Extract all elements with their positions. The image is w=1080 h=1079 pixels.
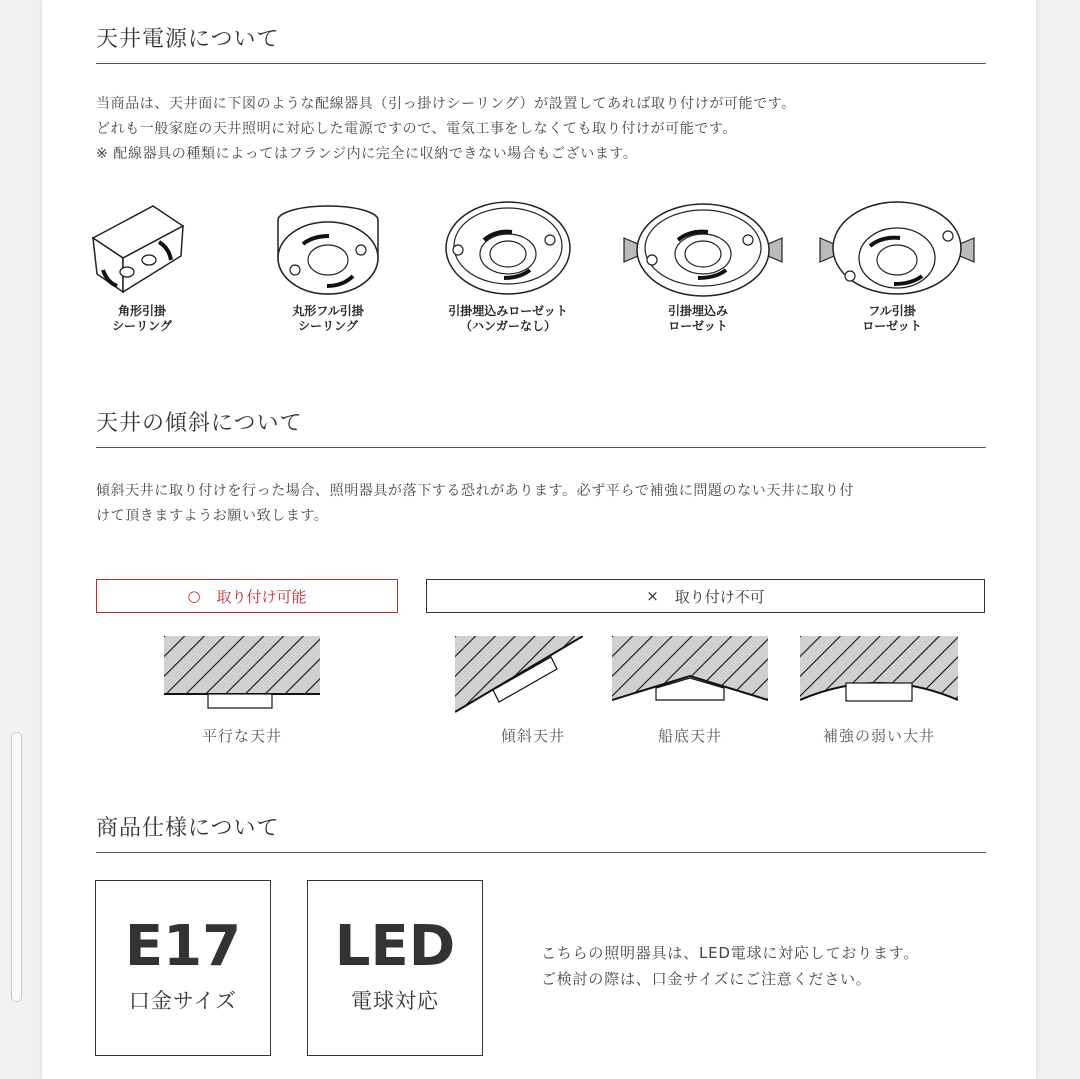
- ceiling-label-weak: 補強の弱い大井: [822, 727, 935, 745]
- page-scrollbar[interactable]: [11, 732, 22, 1002]
- fixture-label: 角形引掛 シーリング: [112, 304, 172, 333]
- ng-label: 取り付け不可: [674, 587, 765, 606]
- spec-base-value: E17: [124, 914, 242, 979]
- spec-description: [541, 940, 919, 992]
- fixture-recessed-rosette: [618, 198, 778, 334]
- fixture-label: 引掛埋込みローゼット （ハンガーなし）: [448, 304, 568, 333]
- full-rosette-icon: [812, 198, 982, 298]
- power-line-2: どれも一般家庭の天井照明に対応した電源ですので、電気工事をしなくても取り付けが可能です。: [96, 121, 737, 137]
- spec-line-2: ご検討の際は、口金サイズにご注意ください。: [541, 970, 872, 988]
- spec-led-label: 電球対応: [351, 989, 439, 1013]
- round-ceiling-icon: [273, 198, 383, 298]
- ceiling-label-flat: 平行な天井: [201, 727, 282, 745]
- square-ceiling-icon: [87, 198, 197, 298]
- ok-mark: ○: [187, 587, 201, 605]
- fixture-label: 丸形フル引掛 シーリング: [292, 304, 364, 333]
- power-line-3: ※ 配線器具の種類によってはフランジ内に完全に収納できない場合もございます。: [96, 146, 638, 162]
- spec-base-label: 口金サイズ: [128, 989, 238, 1013]
- flat-ceiling-diagram: [164, 636, 320, 712]
- power-line-1: 当商品は、天井面に下図のような配線器具（引っ掛けシーリング）が設置してあれば取り付けが可能です。: [96, 96, 796, 112]
- spec-box-led: [307, 880, 483, 1056]
- ceiling-label-sloped: 傾斜天井: [500, 727, 565, 745]
- slope-line-2: けて頂きますようお願い致します。: [96, 508, 329, 524]
- fixture-recessed-rosette-no-hanger: [428, 198, 588, 334]
- recessed-rosette-icon: [438, 198, 578, 298]
- ok-banner: [96, 579, 398, 613]
- section-title-power: 天井電源について: [96, 22, 986, 64]
- section-title-slope: 天井の傾斜について: [96, 406, 986, 448]
- sloped-ceiling-diagram: [455, 636, 583, 716]
- power-description: [96, 92, 986, 167]
- spec-led-value: LED: [334, 914, 456, 979]
- fixture-full-rosette: [812, 198, 972, 334]
- ok-label: 取り付け可能: [216, 587, 307, 606]
- weak-ceiling-diagram: [800, 636, 958, 712]
- ceiling-label-ship-bottom: 船底天井: [657, 727, 722, 745]
- spec-line-1: こちらの照明器具は、LED電球に対応しております。: [541, 944, 920, 962]
- fixture-label: フル引掛 ローゼット: [862, 304, 922, 333]
- fixture-label: 引掛埋込み ローゼット: [667, 304, 728, 333]
- fixture-square-ceiling: [62, 198, 222, 334]
- fixture-round-ceiling: [248, 198, 408, 334]
- ng-banner: [426, 579, 985, 613]
- section-title-spec: 商品仕様について: [96, 811, 986, 853]
- spec-box-base-size: [95, 880, 271, 1056]
- ship-bottom-ceiling-diagram: [612, 636, 768, 712]
- recessed-rosette-hanger-icon: [618, 198, 788, 298]
- ng-mark: ×: [646, 587, 659, 605]
- slope-line-1: 傾斜天井に取り付けを行った場合、照明器具が落下する恐れがあります。必ず平らで補強に問題のない天井に取り付: [96, 483, 854, 499]
- slope-description: [96, 479, 986, 529]
